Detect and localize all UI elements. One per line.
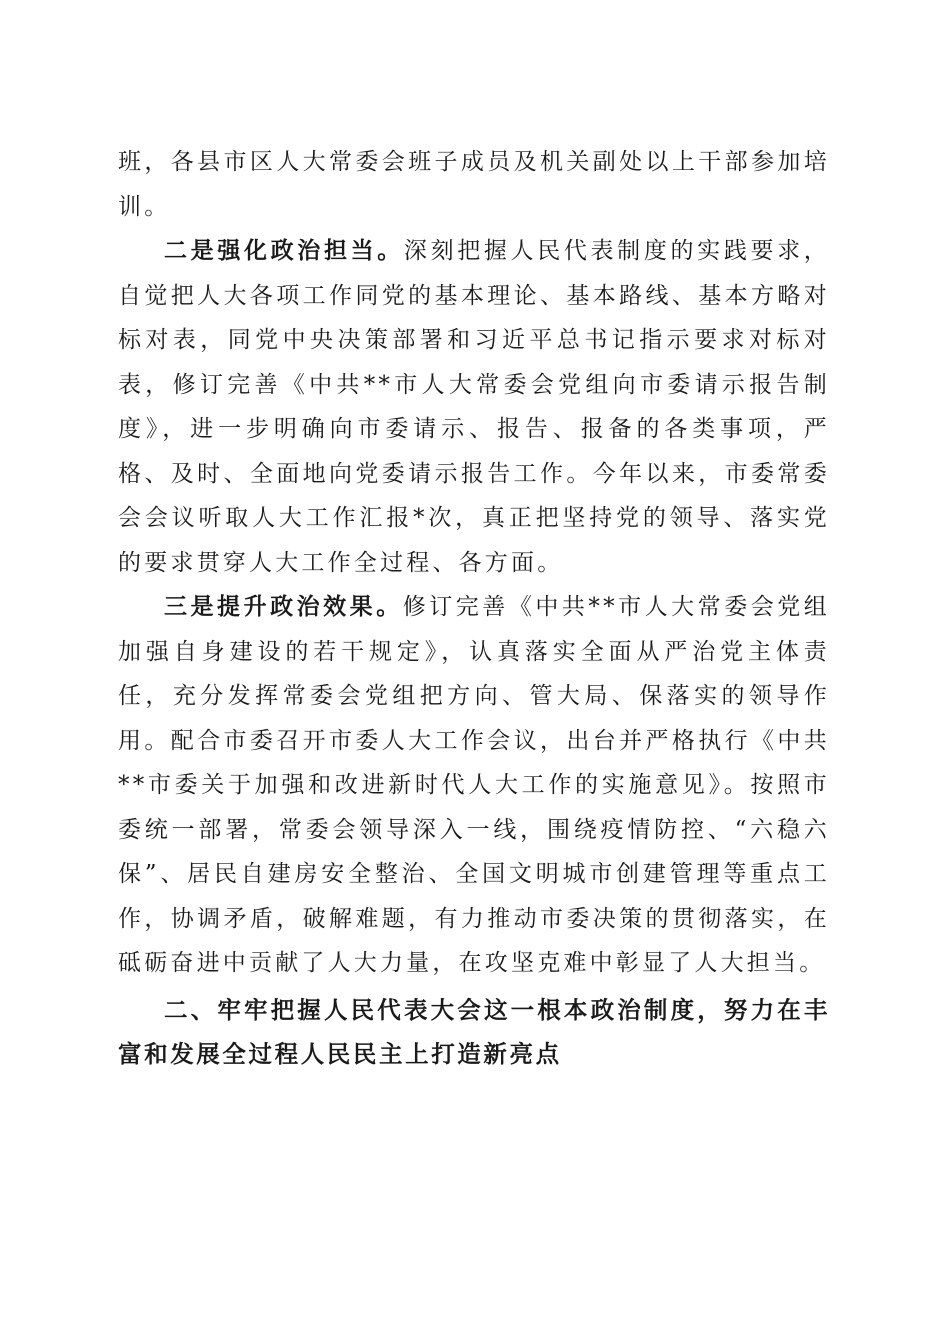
- section-heading: 二、牢牢把握人民代表大会这一根本政治制度，努力在丰富和发展全过程人民民主上打造新亮点: [118, 995, 830, 1068]
- paragraph-continuation: [118, 140, 830, 229]
- paragraph-political-effect: [118, 585, 830, 986]
- paragraph-text: 修订完善《中共**市人大常委会党组加强自身建设的若干规定》，认真落实全面从严治党主体责任，充分发挥常委会党组把方向、管大局、保落实的领导作用。配合市委召开市委人大工作会议，出台并严格执行《中共**市委关于加强和改进新时代人大工作的实施意见》。按照市委统一部署，常委会领导深入一线，围绕疫情防控、“六稳六保”、居民自建房安全整治、全国文明城市创建管理等重点工作，协调矛盾，破解难题，有力推动市委决策的贯彻落实，在砥砺奋进中贡献了人大力量，在攻坚克难中彰显了人大担当。: [118, 594, 830, 976]
- paragraph-text: 班，各县市区人大常委会班子成员及机关副处以上干部参加培训。: [118, 149, 830, 220]
- paragraph-text: 深刻把握人民代表制度的实践要求，自觉把人大各项工作同党的基本理论、基本路线、基本方略对标对表，同党中央决策部署和习近平总书记指示要求对标对表，修订完善《中共**市人大常委会党组向市委请示报告制度》，进一步明确向市委请示、报告、报备的各类事项，严格、及时、全面地向党委请示报告工作。今年以来，市委常委会会议听取人大工作汇报*次，真正把坚持党的领导、落实党的要求贯穿人大工作全过程、各方面。: [118, 238, 830, 576]
- paragraph-lead: 二是强化政治担当。: [164, 238, 404, 264]
- document-body: [118, 140, 830, 1077]
- paragraph-lead: 三是提升政治效果。: [164, 594, 403, 620]
- paragraph-political-responsibility: [118, 229, 830, 585]
